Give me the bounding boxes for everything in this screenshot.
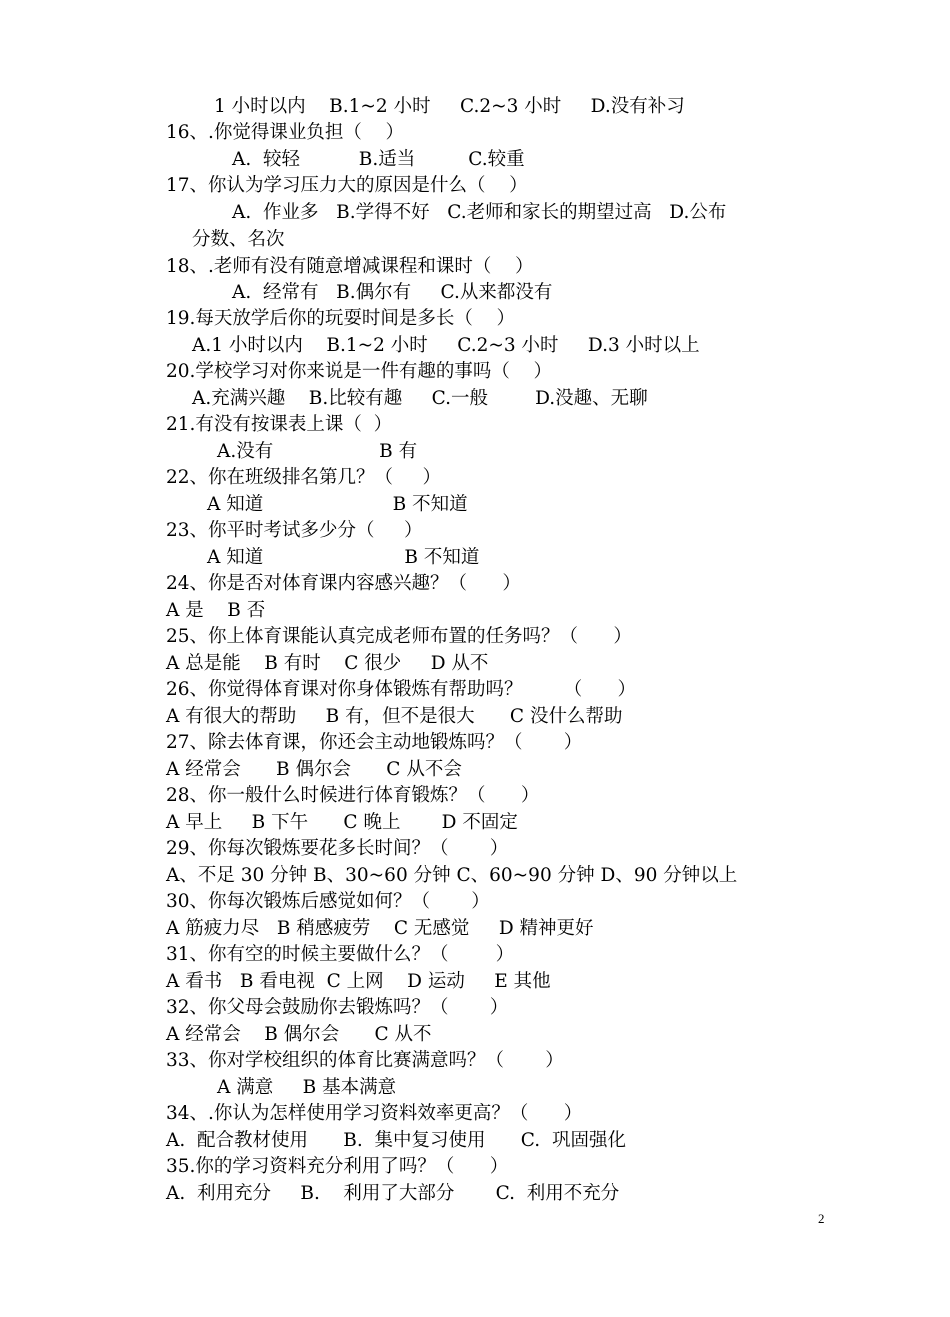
question-25: 25、你上体育课能认真完成老师布置的任务吗？（ ） — [166, 626, 632, 647]
options-31: A 看书 B 看电视 C 上网 D 运动 E 其他 — [166, 971, 551, 992]
page-number: 2 — [818, 1211, 825, 1226]
options-30: A 筋疲力尽 B 稍感疲劳 C 无感觉 D 精神更好 — [166, 918, 594, 939]
options-35: A. 利用充分 B. 利用了大部分 C. 利用不充分 — [166, 1183, 620, 1204]
question-32: 32、你父母会鼓励你去锻炼吗？（ ） — [166, 997, 509, 1018]
options-28: A 早上 B 下午 C 晚上 D 不固定 — [166, 812, 518, 833]
options-19: A.1 小时以内 B.1~2 小时 C.2~3 小时 D.3 小时以上 — [192, 335, 700, 356]
question-24: 24、你是否对体育课内容感兴趣？（ ） — [166, 573, 521, 594]
options-20: A.充满兴趣 B.比较有趣 C.一般 D.没趣、无聊 — [192, 388, 648, 409]
question-18: 18、.老师有没有随意增减课程和课时（ ） — [166, 256, 534, 277]
question-22: 22、你在班级排名第几？（ ） — [166, 467, 441, 488]
options-16: A. 较轻 B.适当 C.较重 — [232, 149, 525, 170]
text-line: 1 小时以内 B.1~2 小时 C.2~3 小时 D.没有补习 — [214, 96, 685, 117]
question-29: 29、你每次锻炼要花多长时间？（ ） — [166, 838, 509, 859]
question-27: 27、除去体育课，你还会主动地锻炼吗？（ ） — [166, 732, 583, 753]
options-17: A. 作业多 B.学得不好 C.老师和家长的期望过高 D.公布 — [232, 202, 727, 223]
options-18: A. 经常有 B.偶尔有 C.从来都没有 — [232, 282, 553, 303]
question-19: 19.每天放学后你的玩耍时间是多长（ ） — [166, 308, 515, 329]
options-23: A 知道 B 不知道 — [207, 547, 480, 568]
options-26: A 有很大的帮助 B 有，但不是很大 C 没什么帮助 — [166, 706, 623, 727]
options-29: A、不足 30 分钟 B、30~60 分钟 C、60~90 分钟 D、90 分钟以上 — [166, 865, 738, 886]
question-30: 30、你每次锻炼后感觉如何？（ ） — [166, 891, 490, 912]
options-27: A 经常会 B 偶尔会 C 从不会 — [166, 759, 462, 780]
question-35: 35.你的学习资料充分利用了吗？（ ） — [166, 1156, 509, 1177]
question-17: 17、你认为学习压力大的原因是什么（ ） — [166, 175, 528, 196]
options-25: A 总是能 B 有时 C 很少 D 从不 — [166, 653, 489, 674]
options-33: A 满意 B 基本满意 — [217, 1077, 397, 1098]
question-28: 28、你一般什么时候进行体育锻炼？（ ） — [166, 785, 540, 806]
question-26: 26、你觉得体育课对你身体锻炼有帮助吗？ （ ） — [166, 679, 636, 700]
options-21: A.没有 B 有 — [217, 441, 418, 462]
options-22: A 知道 B 不知道 — [207, 494, 468, 515]
question-33: 33、你对学校组织的体育比赛满意吗？（ ） — [166, 1050, 564, 1071]
options-34: A. 配合教材使用 B. 集中复习使用 C. 巩固强化 — [166, 1130, 626, 1151]
question-21: 21.有没有按课表上课（ ） — [166, 414, 393, 435]
question-34: 34、.你认为怎样使用学习资料效率更高？（ ） — [166, 1103, 583, 1124]
question-23: 23、你平时考试多少分（ ） — [166, 520, 423, 541]
options-24: A 是 B 否 — [166, 600, 266, 621]
question-16: 16、.你觉得课业负担（ ） — [166, 122, 404, 143]
question-20: 20.学校学习对你来说是一件有趣的事吗（ ） — [166, 361, 552, 382]
options-17-cont: 分数、名次 — [192, 229, 285, 250]
question-31: 31、你有空的时候主要做什么？（ ） — [166, 944, 515, 965]
options-32: A 经常会 B 偶尔会 C 从不 — [166, 1024, 432, 1045]
